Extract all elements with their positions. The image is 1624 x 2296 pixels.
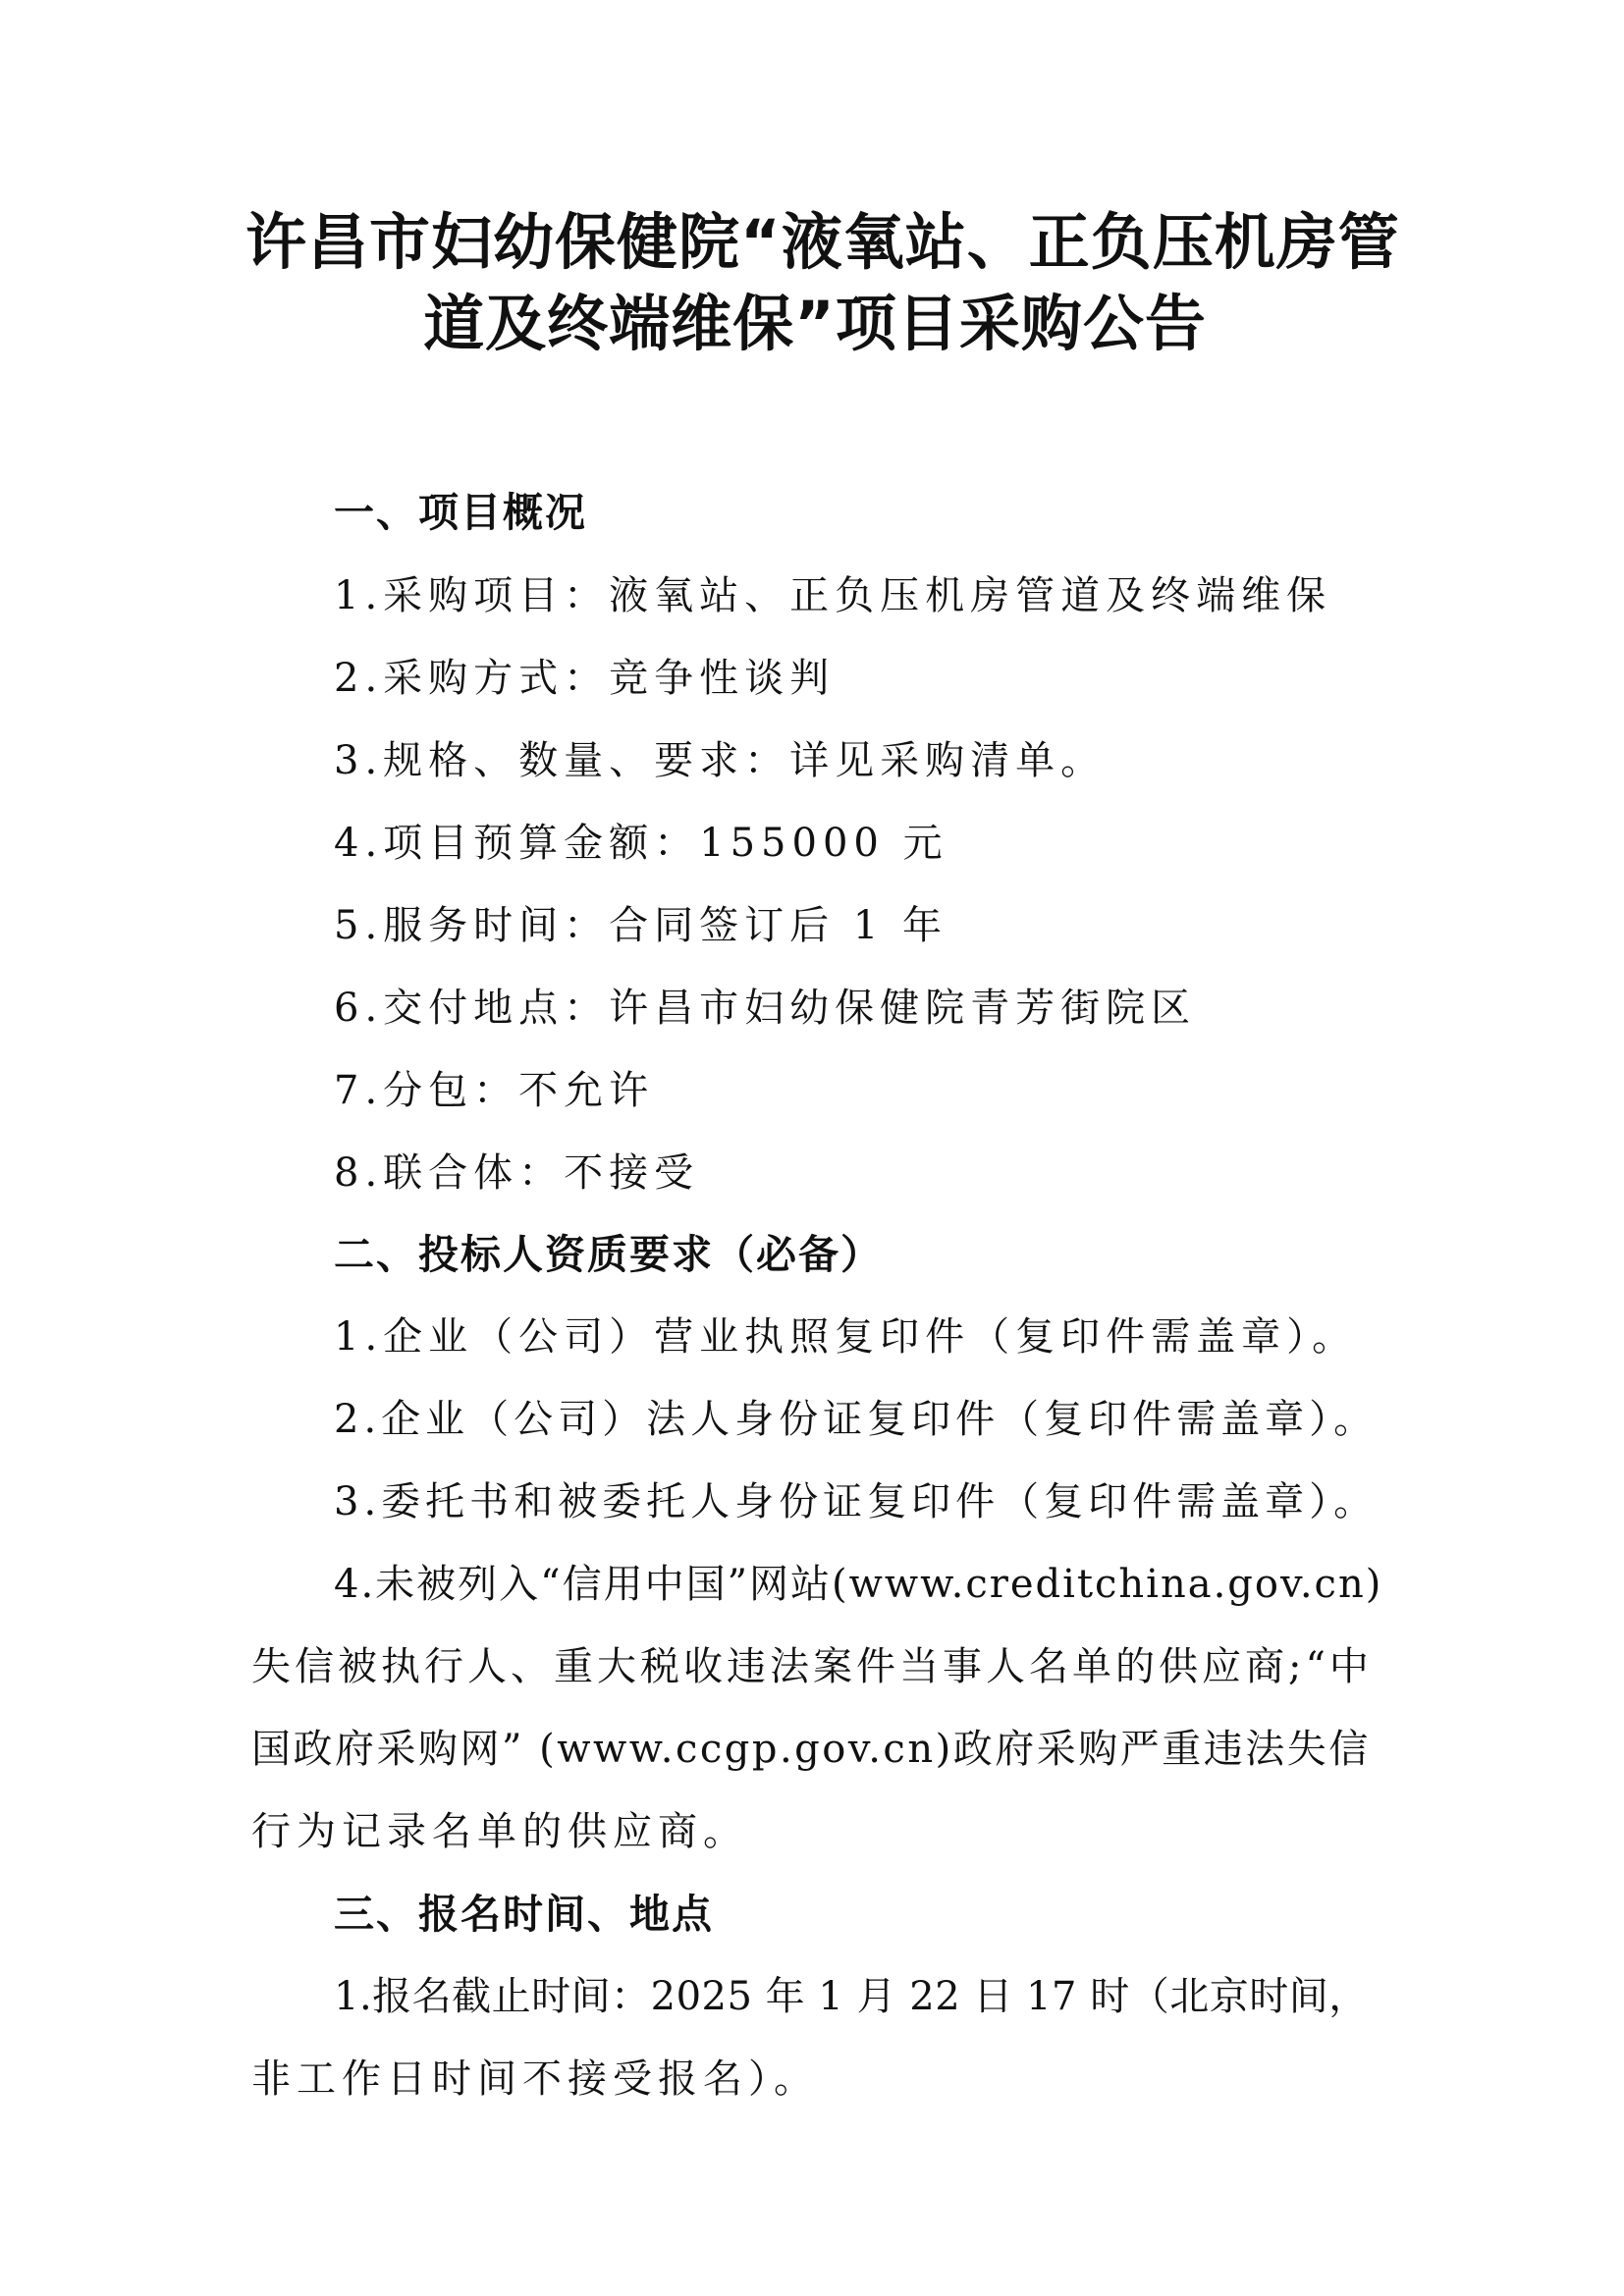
section-3-heading: 三、报名时间、地点 [334,1891,714,1938]
section-2-item-4-line-2: 失信被执行人、重大税收违法案件当事人名单的供应商;“中 [251,1644,1373,1689]
section-1-item-7: 7.分包：不允许 [334,1068,655,1113]
section-2-item-4-line-1: 4.未被列入“信用中国”网站(www.creditchina.gov.cn) [334,1562,1383,1607]
section-3-item-1-line-1: 1.报名截止时间：2025 年 1 月 22 日 17 时（北京时间， [334,1974,1369,2019]
section-2-item-2: 2.企业（公司）法人身份证复印件（复印件需盖章）。 [334,1397,1379,1442]
section-1-heading: 一、项目概况 [334,489,587,536]
section-2-heading: 二、投标人资质要求（必备） [334,1231,883,1278]
section-1-item-3: 3.规格、数量、要求：详见采购清单。 [334,738,1107,783]
section-2-item-3: 3.委托书和被委托人身份证复印件（复印件需盖章）。 [334,1479,1379,1524]
section-1-item-6: 6.交付地点：许昌市妇幼保健院青芳街院区 [334,986,1197,1031]
section-2-item-1: 1.企业（公司）营业执照复印件（复印件需盖章）。 [334,1314,1358,1360]
section-1-item-2: 2.采购方式：竞争性谈判 [334,656,836,701]
section-1-item-1: 1.采购项目：液氧站、正负压机房管道及终端维保 [334,573,1332,618]
document-title-line-2: 道及终端维保”项目采购公告 [423,288,1207,359]
section-2-item-4-line-3: 国政府采购网” (www.ccgp.gov.cn)政府采购严重违法失信 [251,1727,1371,1772]
section-2-item-4-line-4: 行为记录名单的供应商。 [251,1809,748,1854]
section-3-item-1-line-2: 非工作日时间不接受报名）。 [251,2056,819,2102]
section-1-item-5: 5.服务时间：合同签订后 1 年 [334,903,948,948]
document-title-line-1: 许昌市妇幼保健院“液氧站、正负压机房管 [245,206,1400,278]
section-1-item-8: 8.联合体：不接受 [334,1150,700,1196]
section-1-item-4: 4.项目预算金额：155000 元 [334,821,948,866]
document-title [245,201,1400,364]
